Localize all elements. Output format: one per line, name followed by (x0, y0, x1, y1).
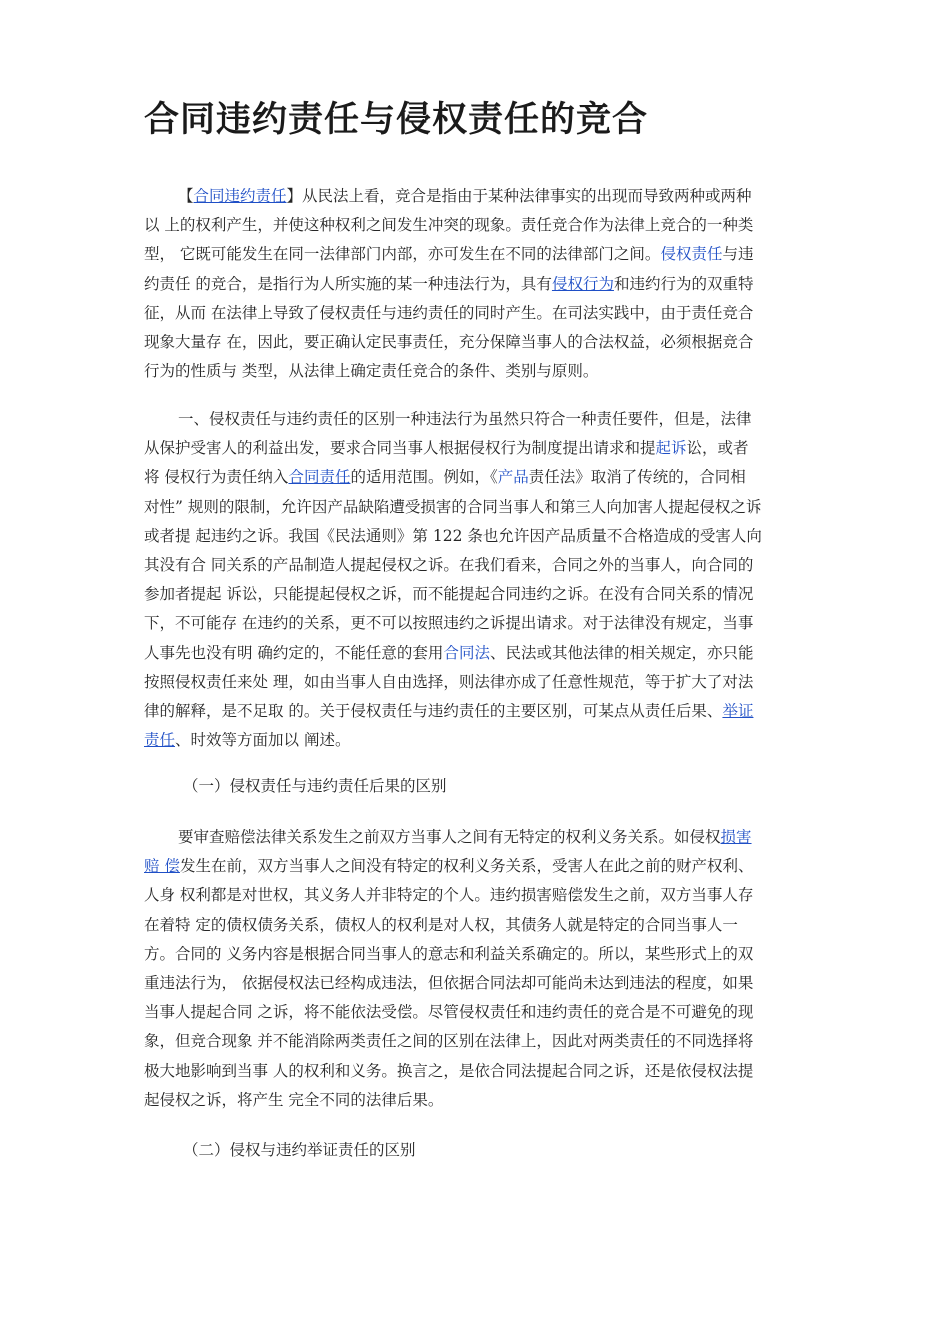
text-line: 起侵权之诉，将产生 完全不同的法律后果。 (144, 1090, 444, 1109)
text-span: 和违约行为的双重特 (613, 274, 754, 293)
text-line: 其没有合 同关系的产品制造人提起侵权之诉。在我们看来，合同之外的当事人，向合同的 (144, 555, 754, 574)
text-span: 律的解释，是不足取 的。关于侵权责任与违约责任的主要区别，可某点从责任后果、 (144, 701, 723, 720)
text-span: 与违 (722, 245, 754, 264)
text-span: 要审查赔偿法律关系发生之前双方当事人之间有无特定的权利义务关系。如侵权 (178, 828, 721, 846)
text-line: 象，但竞合现象 并不能消除两类责任之间的区别在法律上，因此对两类责任的不同选择将 (144, 1032, 754, 1051)
keyword-contract-law[interactable]: 合同法 (443, 643, 490, 662)
text-line: 以 上的权利产生，并使这种权利之间发生冲突的现象。责任竞合作为法律上竞合的一种类 (144, 216, 754, 235)
text-line: 重违法行为， 依据侵权法已经构成违法，但依据合同法却可能尚未达到违法的程度，如果 (144, 973, 754, 992)
text-span: 将 侵权行为责任纳入 (144, 468, 289, 487)
text-span: 责任法》取消了传统的，合同相 (528, 468, 746, 487)
text-line (144, 726, 820, 755)
paragraph-intro (144, 182, 820, 386)
paragraph-consequences (144, 823, 820, 1115)
link-contract-breach-liability[interactable]: 合同违约责任 (193, 187, 287, 205)
text-span: 讼，或者 (686, 439, 749, 458)
text-span: 】从民法上看，竞合是指由于某种法律事实的出现而导致两种或两种 (286, 187, 752, 205)
section-heading-burden-of-proof: （二）侵权与违约举证责任的区别 (183, 1141, 416, 1159)
text-span: 型， 它既可能发生在同一法律部门内部，亦可发生在不同的法律部门之间。 (144, 245, 661, 264)
text-line: 现象大量存 在，因此，要正确认定民事责任，充分保障当事人的合法权益，必须根据竞合 (144, 332, 754, 351)
text-line (144, 182, 820, 211)
text-line (144, 434, 820, 463)
text-span: 、时效等方面加以 阐述。 (175, 731, 351, 750)
paragraph-differences (144, 405, 820, 755)
text-line: 极大地影响到当事 人的权利和义务。换言之，是依合同法提起合同之诉，还是依侵权法提 (144, 1061, 754, 1080)
text-line: 一、侵权责任与违约责任的区别一种违法行为虽然只符合一种责任要件，但是，法律 (178, 410, 752, 428)
link-damage-compensation-part2[interactable]: 赔 偿 (144, 857, 180, 876)
text-line (144, 697, 820, 726)
text-line: 参加者提起 诉讼，只能提起侵权之诉，而不能提起合同违约之诉。在没有合同关系的情况 (144, 585, 754, 604)
keyword-product[interactable]: 产品 (497, 468, 529, 487)
text-span: 【 (178, 187, 194, 205)
text-line: 人身 权利都是对世权，其义务人并非特定的个人。违约损害赔偿发生之前，双方当事人存 (144, 886, 754, 905)
text-line: 行为的性质与 类型，从法律上确定责任竞合的条件、类别与原则。 (144, 362, 599, 381)
link-tort-act[interactable]: 侵权行为 (551, 274, 614, 293)
keyword-lawsuit[interactable]: 起诉 (655, 439, 687, 458)
text-span: 、民法或其他法律的相关规定，亦只能 (489, 643, 754, 662)
text-span: 人事先也没有明 确约定的，不能任意的套用 (144, 643, 444, 662)
link-damage-compensation-part1[interactable]: 损害 (720, 828, 752, 846)
text-line: 方。合同的 义务内容是根据合同当事人的意志和利益关系确定的。所以，某些形式上的双 (144, 944, 754, 963)
text-span: 约责任 的竞合，是指行为人所实施的某一种违法行为，具有 (144, 274, 552, 293)
text-line: 下，不可能存 在违约的关系，更不可以按照违约之诉提出请求。对于法律没有规定，当事 (144, 614, 754, 633)
text-line: 或者提 起违约之诉。我国《民法通则》第 122 条也允许因产品质量不合格造成的受害人向 (144, 526, 762, 545)
text-line (144, 270, 820, 299)
text-line: 当事人提起合同 之诉，将不能依法受偿。尽管侵权责任和违约责任的竞合是不可避免的现 (144, 1003, 754, 1022)
section-heading-consequences: （一）侵权责任与违约责任后果的区别 (183, 777, 447, 795)
text-span: 的适用范围。例如，《 (350, 468, 498, 487)
page-title: 合同违约责任与侵权责任的竞合 (144, 100, 649, 140)
text-line (144, 823, 820, 852)
text-span: 发生在前，双方当事人之间没有特定的权利义务关系，受害人在此之前的财产权利、 (179, 857, 754, 876)
text-line (144, 240, 820, 269)
text-line: 按照侵权责任来处 理，如由当事人自由选择，则法律亦成了任意性规范，等于扩大了对法 (144, 672, 754, 691)
link-burden-of-proof-part1[interactable]: 举证 (722, 701, 754, 720)
text-line: 对性” 规则的限制，允许因产品缺陷遭受损害的合同当事人和第三人向加害人提起侵权之诉 (144, 497, 762, 516)
text-line (144, 852, 820, 881)
keyword-tort-liability[interactable]: 侵权责任 (660, 245, 723, 264)
text-line (144, 639, 820, 668)
text-line (144, 463, 820, 492)
link-contract-liability[interactable]: 合同责任 (288, 468, 351, 487)
text-line: 征，从而 在法律上导致了侵权责任与违约责任的同时产生。在司法实践中，由于责任竞合 (144, 303, 754, 322)
text-span: 从保护受害人的利益出发，要求合同当事人根据侵权行为制度提出请求和提 (144, 439, 656, 458)
link-burden-of-proof-part2[interactable]: 责任 (144, 731, 176, 750)
text-line: 在着特 定的债权债务关系，债权人的权利是对人权，其债务人就是特定的合同当事人一 (144, 915, 738, 934)
